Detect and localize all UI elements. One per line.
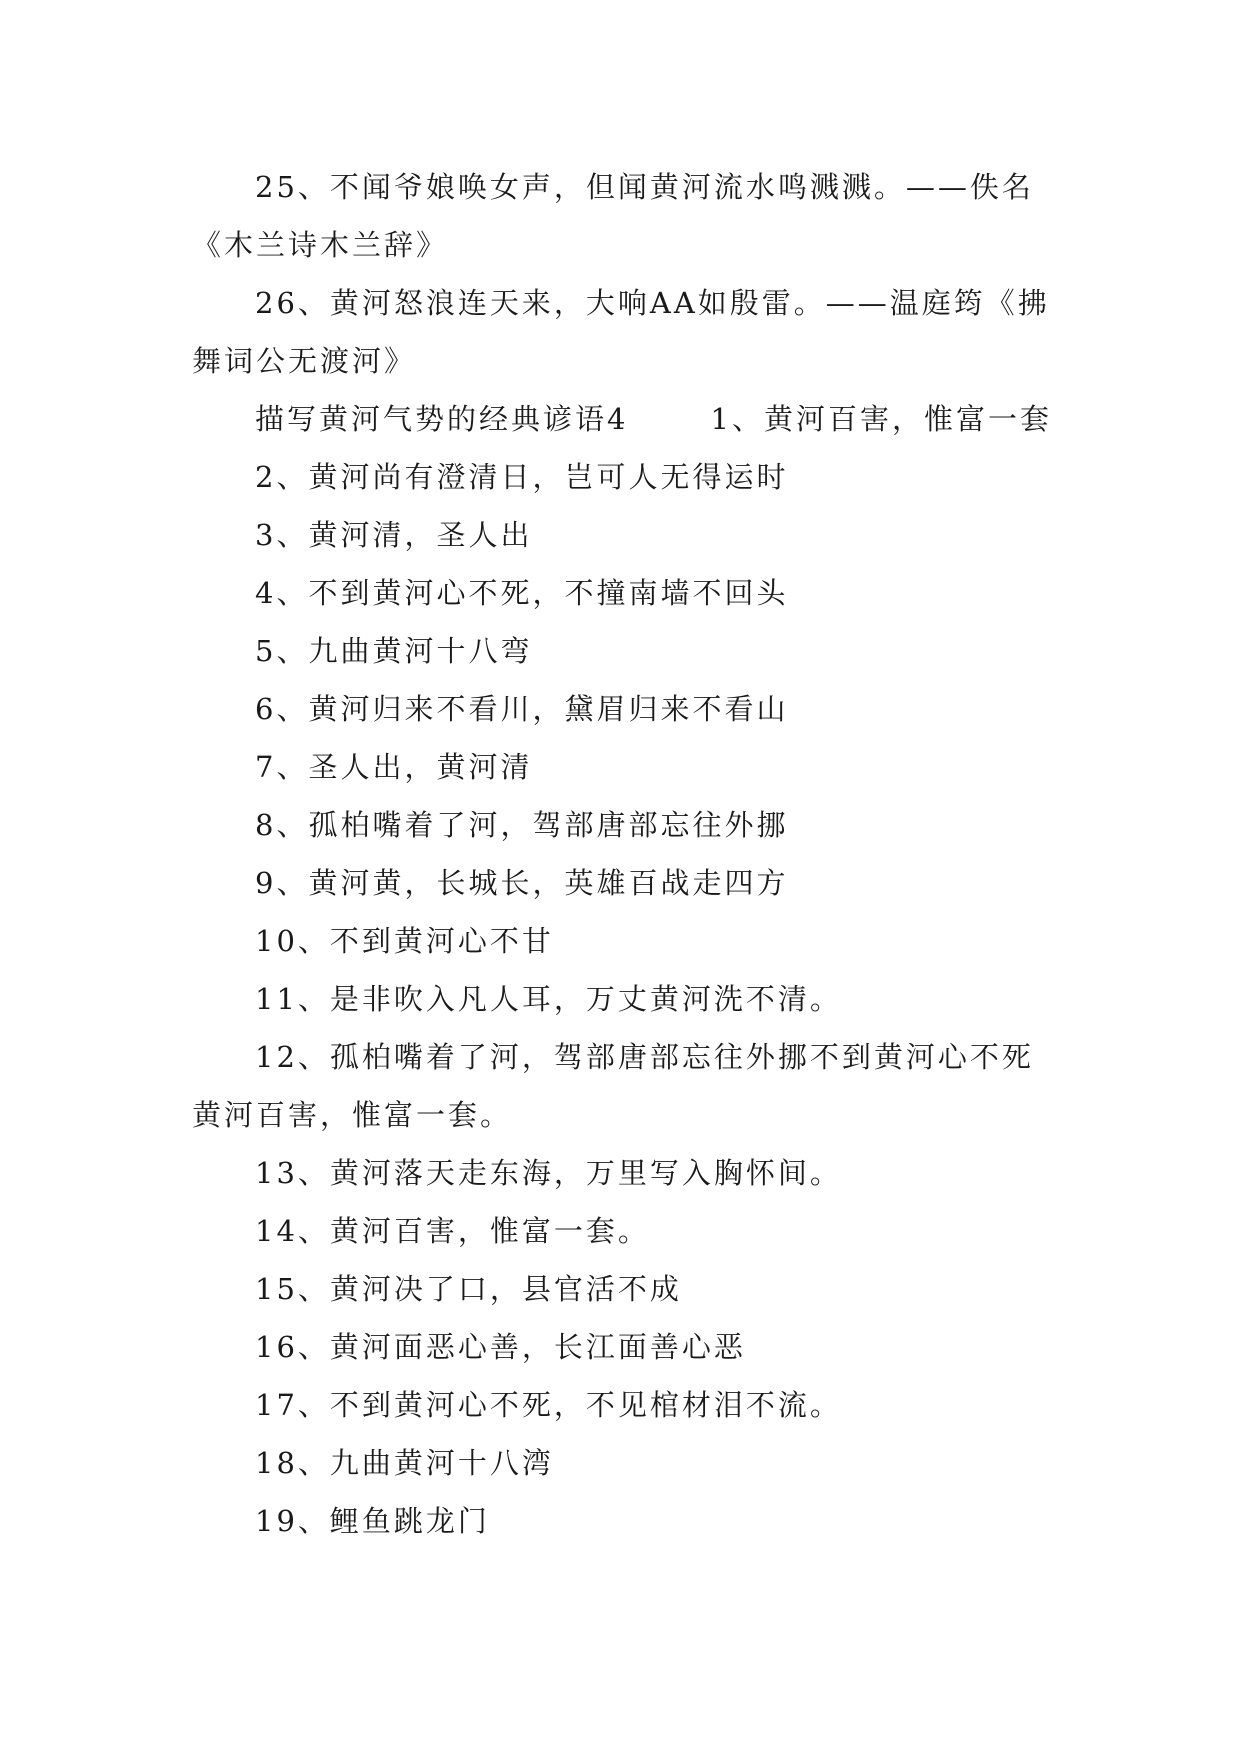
list-item: 18、九曲黄河十八湾 xyxy=(255,1446,554,1480)
list-item: 13、黄河落天走东海，万里写入胸怀间。 xyxy=(255,1156,842,1190)
list-item: 12、孤柏嘴着了河，驾部唐部忘往外挪不到黄河心不死黄河百害，惟富一套。 xyxy=(192,1040,1034,1132)
list-item: 15、黄河决了口，县官活不成 xyxy=(255,1272,682,1306)
section-heading-row xyxy=(192,390,1052,448)
list-item: 2、黄河尚有澄清日，岂可人无得运时 xyxy=(255,460,789,494)
list-item: 3、黄河清，圣人出 xyxy=(255,518,533,552)
list-item: 8、孤柏嘴着了河，驾部唐部忘往外挪 xyxy=(255,808,789,842)
list-item: 7、圣人出，黄河清 xyxy=(255,750,533,784)
list-item: 9、黄河黄，长城长，英雄百战走四方 xyxy=(255,866,789,900)
list-item: 5、九曲黄河十八弯 xyxy=(255,634,533,668)
list-item: 4、不到黄河心不死，不撞南墙不回头 xyxy=(255,576,789,610)
list-item: 16、黄河面恶心善，长江面善心恶 xyxy=(255,1330,746,1364)
list-item: 10、不到黄河心不甘 xyxy=(255,924,554,958)
list-item: 19、鲤鱼跳龙门 xyxy=(255,1504,490,1538)
paragraph-26: 26、黄河怒浪连天来，大响AA如殷雷。——温庭筠《拂舞词公无渡河》 xyxy=(192,286,1050,378)
list-item: 11、是非吹入凡人耳，万丈黄河洗不清。 xyxy=(255,982,842,1016)
list-item-1: 1、黄河百害，惟富一套 xyxy=(710,402,1052,436)
list-item: 6、黄河归来不看川，黛眉归来不看山 xyxy=(255,692,789,726)
list-item: 17、不到黄河心不死，不见棺材泪不流。 xyxy=(255,1388,842,1422)
paragraph-25: 25、不闻爷娘唤女声，但闻黄河流水鸣溅溅。——佚名《木兰诗木兰辞》 xyxy=(192,170,1034,262)
list-item: 14、黄河百害，惟富一套。 xyxy=(255,1214,650,1248)
section-heading: 描写黄河气势的经典谚语4 xyxy=(255,402,629,436)
document-page xyxy=(192,158,1052,1550)
